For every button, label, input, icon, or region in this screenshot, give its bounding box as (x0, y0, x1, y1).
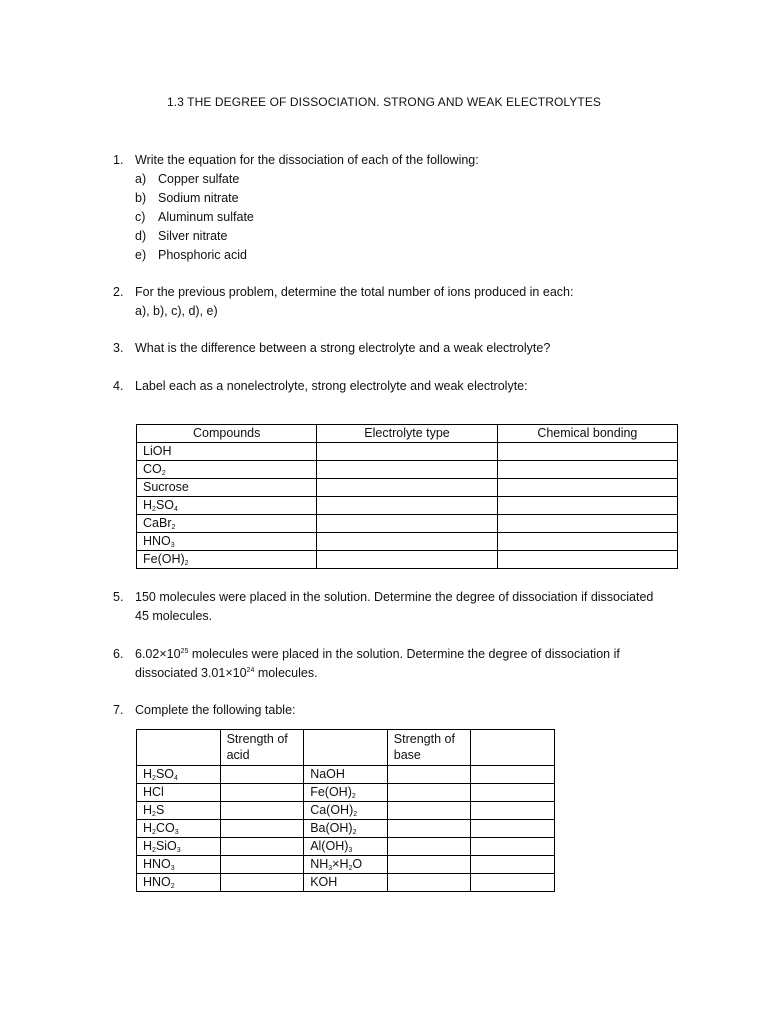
question-text-line2: a), b), c), d), e) (135, 304, 218, 318)
base-cell: $Al(OH)_3$ (304, 838, 388, 856)
question-3 (113, 339, 673, 358)
answer-cell[interactable] (471, 802, 555, 820)
answer-cell[interactable] (220, 856, 304, 874)
question-text: What is the difference between a strong electrolyte and a weak electrolyte? (135, 341, 551, 355)
question-number: 1. (113, 153, 124, 167)
compound-cell: Sucrose (137, 479, 317, 497)
acid-cell: $H_2S$ (137, 802, 221, 820)
question-number: 4. (113, 379, 124, 393)
table-row (137, 874, 555, 892)
question-4 (113, 377, 673, 396)
answer-cell[interactable] (317, 443, 497, 461)
answer-cell[interactable] (471, 766, 555, 784)
question-text: 150 molecules were placed in the solution. Determine the degree of dissociation if dissociated (135, 590, 654, 604)
answer-cell[interactable] (220, 802, 304, 820)
question-text: For the previous problem, determine the total number of ions produced in each: (135, 285, 574, 299)
answer-cell[interactable] (497, 551, 677, 569)
sub-item: e) Phosphoric acid (135, 248, 247, 262)
sub-item: c) Aluminum sulfate (135, 210, 254, 224)
answer-cell[interactable] (220, 766, 304, 784)
acid-base-table (136, 729, 555, 892)
question-number: 3. (113, 341, 124, 355)
column-header (471, 730, 555, 766)
answer-cell[interactable] (317, 461, 497, 479)
question-number: 5. (113, 590, 124, 604)
answer-cell[interactable] (471, 856, 555, 874)
question-5 (113, 588, 693, 626)
answer-cell[interactable] (471, 874, 555, 892)
acid-cell: $HNO_3$ (137, 856, 221, 874)
question-1 (113, 151, 673, 265)
answer-cell[interactable] (497, 461, 677, 479)
column-header: Strength of base (387, 730, 471, 766)
base-cell: NaOH (304, 766, 388, 784)
compound-cell: $H_2SO_4$ (137, 497, 317, 515)
answer-cell[interactable] (387, 802, 471, 820)
question-text: Complete the following table: (135, 703, 296, 717)
answer-cell[interactable] (471, 820, 555, 838)
question-text: $6.02\times 10^{25}$ molecules were placed in the solution. Determine the degree of dissociation if (135, 647, 620, 661)
page-title: 1.3 THE DEGREE OF DISSOCIATION. STRONG AND WEAK ELECTROLYTES (166, 95, 602, 109)
question-2 (113, 283, 673, 321)
question-number: 6. (113, 647, 124, 661)
base-cell: $Fe(OH)_2$ (304, 784, 388, 802)
base-cell: $Ba(OH)_2$ (304, 820, 388, 838)
compound-cell: LiOH (137, 443, 317, 461)
table-row (137, 766, 555, 784)
table-row (137, 784, 555, 802)
column-header (137, 730, 221, 766)
sub-item: a) Copper sulfate (135, 172, 240, 186)
answer-cell[interactable] (220, 838, 304, 856)
answer-cell[interactable] (387, 874, 471, 892)
table-row (137, 497, 678, 515)
answer-cell[interactable] (387, 820, 471, 838)
exponent: 24 (246, 667, 255, 674)
table-row (137, 838, 555, 856)
base-cell: KOH (304, 874, 388, 892)
answer-cell[interactable] (387, 766, 471, 784)
answer-cell[interactable] (317, 551, 497, 569)
answer-cell[interactable] (317, 479, 497, 497)
answer-cell[interactable] (497, 497, 677, 515)
exponent: 25 (180, 648, 189, 655)
question-text-line2: 45 molecules. (135, 609, 213, 623)
answer-cell[interactable] (471, 784, 555, 802)
compound-cell: CaBr$_2$ (137, 515, 317, 533)
answer-cell[interactable] (497, 443, 677, 461)
acid-cell: $H_2SO_4$ (137, 766, 221, 784)
acid-cell: HCl (137, 784, 221, 802)
answer-cell[interactable] (497, 479, 677, 497)
question-6 (113, 645, 693, 683)
table-row (137, 820, 555, 838)
question-text: Write the equation for the dissociation of each of the following: (135, 153, 479, 167)
acid-cell: $H_2CO_3$ (137, 820, 221, 838)
question-text: Label each as a nonelectrolyte, strong electrolyte and weak electrolyte: (135, 379, 528, 393)
compound-cell: $Fe(OH)_2$ (137, 551, 317, 569)
answer-cell[interactable] (220, 874, 304, 892)
question-number: 2. (113, 285, 124, 299)
table-header-row (137, 425, 678, 443)
answer-cell[interactable] (471, 838, 555, 856)
table-header-row (137, 730, 555, 766)
base-cell: $NH_3\times H_2O$ (304, 856, 388, 874)
column-header: Chemical bonding (497, 425, 677, 443)
answer-cell[interactable] (317, 533, 497, 551)
sub-item: d) Silver nitrate (135, 229, 228, 243)
answer-cell[interactable] (220, 784, 304, 802)
column-header: Compounds (137, 425, 317, 443)
answer-cell[interactable] (387, 784, 471, 802)
acid-cell: $HNO_2$ (137, 874, 221, 892)
table-row (137, 533, 678, 551)
compound-cell: $CO_2$ (137, 461, 317, 479)
base-cell: $Ca(OH)_2$ (304, 802, 388, 820)
answer-cell[interactable] (497, 533, 677, 551)
answer-cell[interactable] (387, 856, 471, 874)
table-row (137, 856, 555, 874)
table-row (137, 515, 678, 533)
question-text-line2: dissociated $3.01\times 10^{24}$ molecules. (135, 666, 318, 680)
table-row (137, 461, 678, 479)
question-7 (113, 701, 673, 720)
table-row (137, 479, 678, 497)
column-header: Electrolyte type (317, 425, 497, 443)
answer-cell[interactable] (220, 820, 304, 838)
answer-cell[interactable] (317, 515, 497, 533)
electrolyte-table (136, 424, 678, 569)
column-header (304, 730, 388, 766)
compound-cell: $HNO_3$ (137, 533, 317, 551)
answer-cell[interactable] (387, 838, 471, 856)
answer-cell[interactable] (497, 515, 677, 533)
sub-item: b) Sodium nitrate (135, 191, 239, 205)
acid-cell: $H_2SiO_3$ (137, 838, 221, 856)
table-row (137, 802, 555, 820)
answer-cell[interactable] (317, 497, 497, 515)
question-number: 7. (113, 703, 124, 717)
table-row (137, 443, 678, 461)
column-header: Strength of acid (220, 730, 304, 766)
table-row (137, 551, 678, 569)
